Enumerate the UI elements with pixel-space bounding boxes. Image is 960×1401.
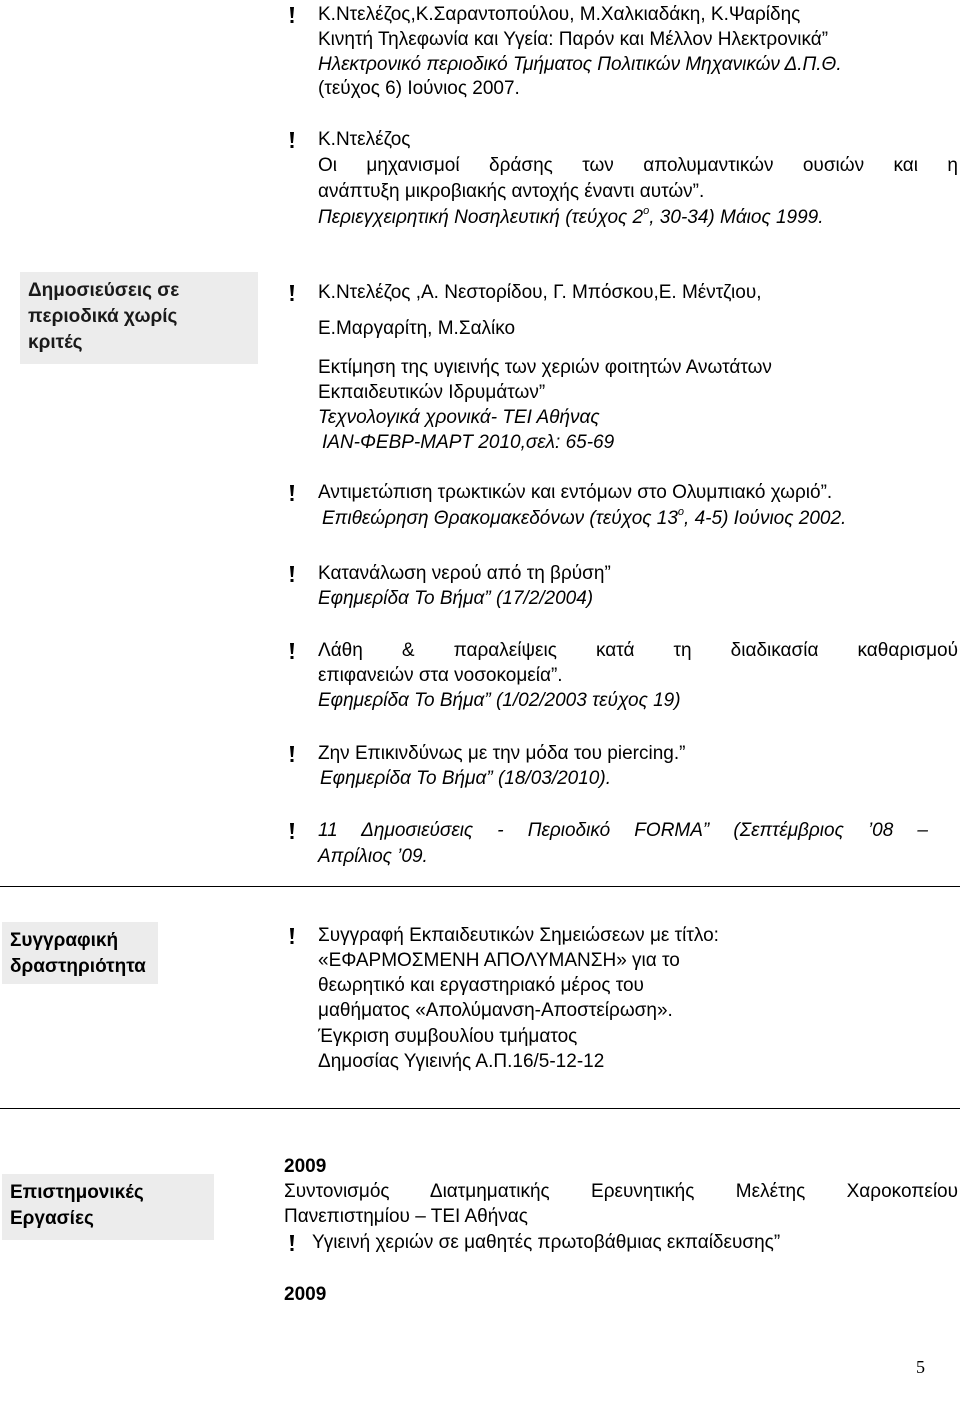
writing-line-5: Έγκριση συμβουλίου τμήματος xyxy=(318,1026,578,1047)
bullet-icon xyxy=(286,640,298,662)
section-label-line: Συγγραφική xyxy=(10,930,119,951)
entry-2-title-line2: ανάπτυξη μικροβιακής αντοχής έναντι αυτών”. xyxy=(318,181,705,202)
pub-4-source: Εφημερίδα Το Βήμα” (1/02/2003 τεύχος 19) xyxy=(318,690,681,711)
pub-3-title: Κατανάλωση νερού από τη βρύση” xyxy=(318,563,611,584)
section-label-writing xyxy=(2,922,158,984)
pub-4-title-line2: επιφανειών στα νοσοκομεία”. xyxy=(318,665,563,686)
pub-1-title-line2: Εκπαιδευτικών Ιδρυμάτων” xyxy=(318,382,546,403)
entry-1-issue: (τεύχος 6) Ιούνιος 2007. xyxy=(318,78,520,99)
bullet-icon xyxy=(286,925,298,947)
entry-1-source: Ηλεκτρονικό περιοδικό Τμήματος Πολιτικών Μηχανικών Δ.Π.Θ. xyxy=(318,54,842,75)
pub-5-source: Εφημερίδα Το Βήμα” (18/03/2010). xyxy=(320,768,611,789)
pub-4-title-line1: Λάθη & παραλείψεις κατά τη διαδικασία καθαρισμού xyxy=(318,640,958,661)
bullet-icon xyxy=(286,563,298,585)
pub-1-source: Τεχνολογικά χρονικά- ΤΕΙ Αθήνας xyxy=(318,407,600,428)
bullet-icon xyxy=(286,1232,298,1254)
writing-line-6: Δημοσίας Υγιεινής Α.Π.16/5-12-12 xyxy=(318,1051,605,1072)
bullet-icon xyxy=(286,129,298,151)
bullet-icon xyxy=(286,820,298,842)
bullet-icon xyxy=(286,482,298,504)
section-label-research xyxy=(2,1174,214,1240)
pub-2-source xyxy=(322,505,847,530)
research-year-1: 2009 xyxy=(284,1156,327,1177)
entry-2-source-sup: ο xyxy=(643,204,650,217)
writing-line-4: μαθήματος «Απολύμανση-Αποστείρωση». xyxy=(318,1000,673,1021)
writing-line-3: θεωρητικό και εργαστηριακό μέρος του xyxy=(318,975,644,996)
pub-6-line2: Απρίλιος ’09. xyxy=(318,846,428,867)
section-divider xyxy=(0,1108,960,1109)
bullet-icon xyxy=(286,743,298,765)
section-label-line: Δημοσιεύσεις σε xyxy=(28,280,180,301)
pub-1-issue: ΙΑΝ-ΦΕΒΡ-ΜΑΡΤ 2010,σελ: 65-69 xyxy=(322,432,615,453)
bullet-icon xyxy=(286,282,298,304)
bullet-icon xyxy=(286,4,298,26)
pub-2-source-sup: ο xyxy=(677,505,685,518)
pub-5-title: Ζην Επικινδύνως με την μόδα του piercing.” xyxy=(318,743,686,764)
writing-line-1: Συγγραφή Εκπαιδευτικών Σημειώσεων με τίτλο: xyxy=(318,925,719,946)
pub-2-source-b: , 4-5) Ιούνιος 2002. xyxy=(684,508,847,529)
research-coord-line2: Πανεπιστημίου – ΤΕΙ Αθήνας xyxy=(284,1206,528,1227)
section-label-line: περιοδικά χωρίς xyxy=(28,306,178,327)
research-year-2: 2009 xyxy=(284,1284,327,1305)
pub-6-line1: 11 Δημοσιεύσεις - Περιοδικό FORMA” (Σεπτέμβριος ’08 – xyxy=(318,820,928,841)
entry-2-title-line1: Οι μηχανισμοί δράσης των απολυμαντικών ουσιών και η xyxy=(318,155,958,176)
entry-1-authors: Κ.Ντελέζος,Κ.Σαραντοπούλου, Μ.Χαλκιαδάκη, Κ.Ψαρίδης xyxy=(318,4,801,25)
section-label-publications xyxy=(20,272,258,364)
pub-1-title-line1: Εκτίμηση της υγιεινής των χεριών φοιτητών Ανωτάτων xyxy=(318,357,772,378)
entry-2-source xyxy=(318,204,824,229)
section-label-line: δραστηριότητα xyxy=(10,956,146,977)
pub-3-source: Εφημερίδα Το Βήμα” (17/2/2004) xyxy=(318,588,594,609)
entry-1-title: Κινητή Τηλεφωνία και Υγεία: Παρόν και Μέλλον Ηλεκτρονικά” xyxy=(318,29,829,50)
pub-2-title: Αντιμετώπιση τρωκτικών και εντόμων στο Ολυμπιακό χωριό”. xyxy=(318,482,833,503)
entry-2-source-a: Περιεγχειρητική Νοσηλευτική (τεύχος 2 xyxy=(318,207,644,228)
research-coord-line1: Συντονισμός Διατμηματικής Ερευνητικής Μελέτης Χαροκοπείου xyxy=(284,1181,958,1202)
section-divider xyxy=(0,886,960,887)
entry-2-authors: Κ.Ντελέζος xyxy=(318,129,411,150)
writing-line-2: «ΕΦΑΡΜΟΣΜΕΝΗ ΑΠΟΛΥΜΑΝΣΗ» για το xyxy=(318,950,680,971)
pub-1-authors-line1: Κ.Ντελέζος ,Α. Νεστορίδου, Γ. Μπόσκου,Ε. Μέντζιου, xyxy=(318,282,762,303)
research-project: Υγιεινή χεριών σε μαθητές πρωτοβάθμιας εκπαίδευσης” xyxy=(312,1232,781,1253)
entry-2-source-b: , 30-34) Μάιος 1999. xyxy=(649,207,824,228)
section-label-line: κριτές xyxy=(28,332,83,353)
section-label-line: Επιστημονικές xyxy=(10,1182,144,1203)
pub-2-source-a: Επιθεώρηση Θρακομακεδόνων (τεύχος 13 xyxy=(322,508,678,529)
section-label-line: Εργασίες xyxy=(10,1208,94,1229)
page-number: 5 xyxy=(916,1357,925,1377)
pub-1-authors-line2: Ε.Μαργαρίτη, Μ.Σαλίκο xyxy=(318,318,516,339)
